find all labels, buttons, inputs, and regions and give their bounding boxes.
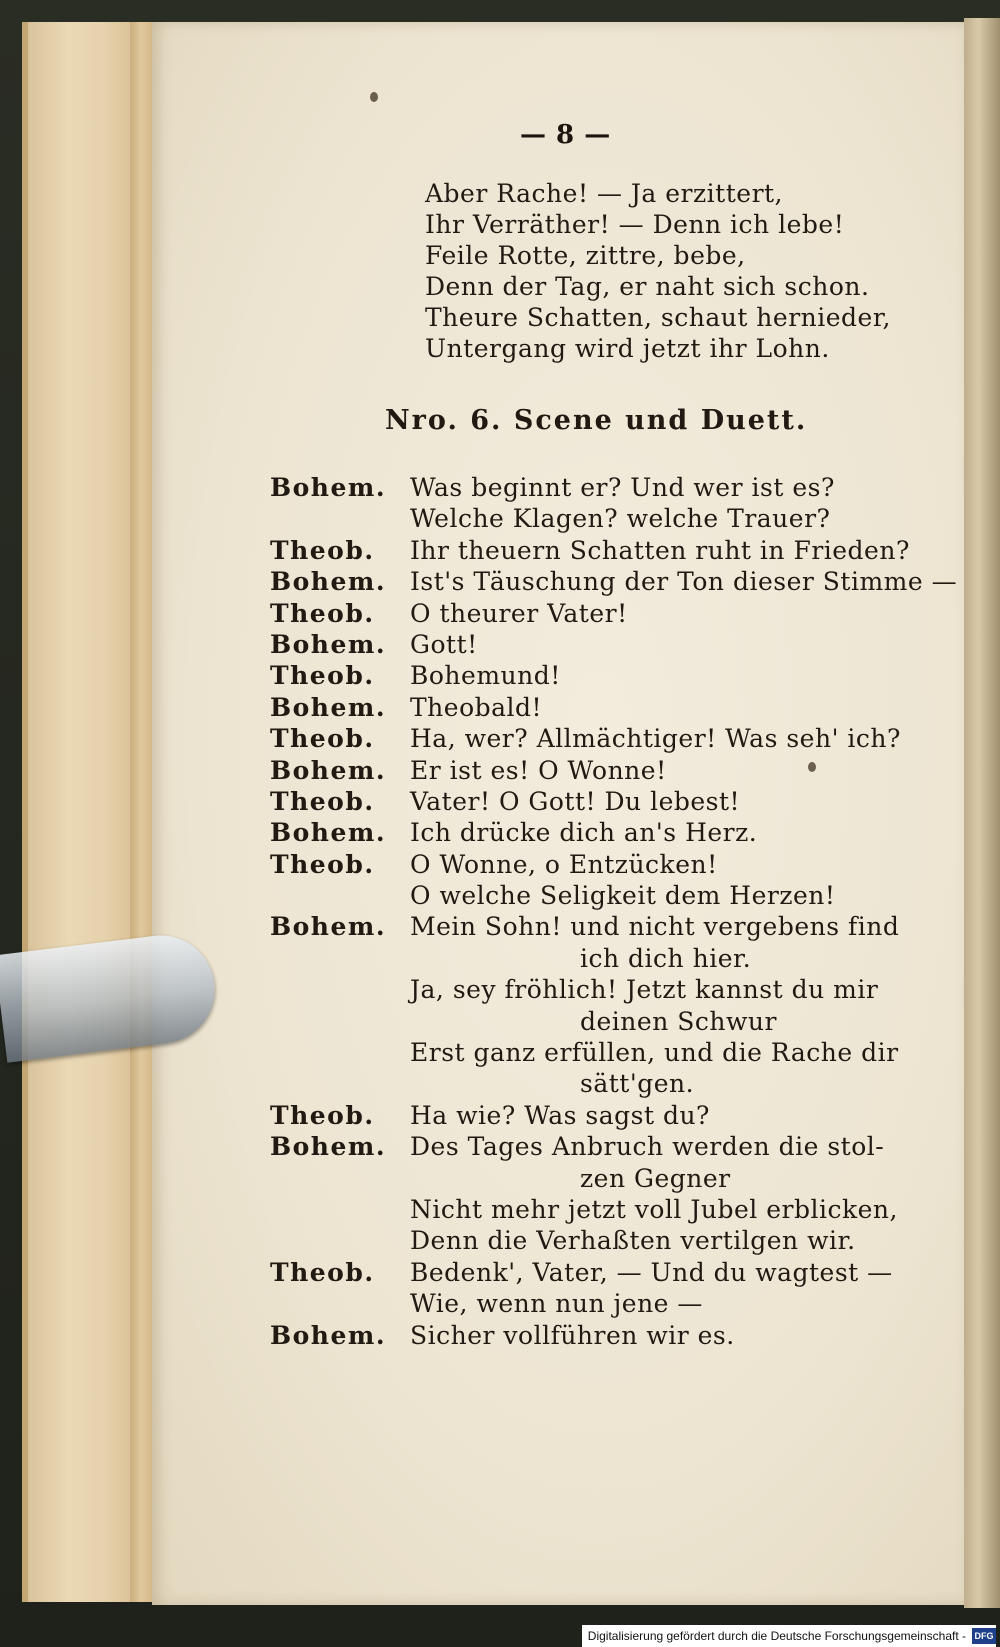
- dialogue-row: [270, 535, 930, 566]
- credit-text: Digitalisierung gefördert durch die Deutsche Forschungsgemeinschaft -: [587, 1629, 966, 1643]
- speaker-label: [270, 943, 410, 974]
- dialogue-row: [270, 566, 958, 597]
- speaker-label: Theob.: [270, 786, 375, 816]
- speaker-label: Bohem.: [270, 473, 387, 502]
- dialogue-line: Was beginnt er? Und wer ist es?: [410, 473, 835, 502]
- dialogue-row: [270, 1194, 930, 1225]
- speaker-label: Theob.: [270, 724, 375, 754]
- dialogue-line: Er ist es! O Wonne!: [410, 755, 667, 785]
- speaker-label: Theob.: [270, 598, 375, 628]
- dialogue-row: [270, 755, 930, 786]
- dialogue-line: ich dich hier.: [580, 943, 752, 973]
- dialogue-line: Vater! O Gott! Du lebest!: [410, 786, 741, 816]
- dialogue-line: Theobald!: [410, 692, 543, 722]
- verse-line: Ihr Verräther! — Denn ich lebe!: [425, 210, 845, 239]
- dialogue-line: Nicht mehr jetzt voll Jubel erblicken,: [410, 1194, 898, 1224]
- dialogue-row: [270, 943, 930, 974]
- dialogue-line: O Wonne, o Entzücken!: [410, 849, 718, 879]
- verse-line: Theure Schatten, schaut hernieder,: [425, 303, 891, 332]
- dialogue-row: [270, 849, 930, 880]
- dialogue-row: [270, 1320, 930, 1351]
- verse-line: Denn der Tag, er naht sich schon.: [425, 272, 870, 301]
- dialogue-row: [270, 1006, 930, 1037]
- speaker-label: [270, 1194, 410, 1225]
- speaker-label: [270, 1288, 410, 1319]
- dialogue-line: Ist's Täuschung der Ton dieser Stimme —: [410, 567, 958, 597]
- page-speck: [370, 92, 378, 102]
- speaker-label: [270, 1037, 410, 1068]
- dialogue-line: Mein Sohn! und nicht vergebens find: [410, 912, 900, 942]
- dialogue-row: [270, 1068, 930, 1099]
- digitization-credit: [582, 1625, 996, 1647]
- dialogue-line: sätt'gen.: [580, 1069, 695, 1099]
- dialogue-row: [270, 629, 930, 660]
- dialogue-line: Bedenk', Vater, — Und du wagtest —: [410, 1257, 893, 1287]
- dialogue-line: Ich drücke dich an's Herz.: [410, 818, 758, 848]
- verse-line: Feile Rotte, zittre, bebe,: [425, 241, 746, 270]
- dialogue-line: Denn die Verhaßten vertilgen wir.: [410, 1226, 856, 1256]
- speaker-label: [270, 1006, 410, 1037]
- dialogue-row: [270, 1100, 930, 1131]
- speaker-label: [270, 1225, 410, 1256]
- dialogue-row: [270, 1257, 930, 1288]
- speaker-label: [270, 1068, 410, 1099]
- page-number-header: — 8 —: [520, 120, 611, 150]
- section-heading: Nro. 6. Scene und Duett.: [385, 405, 808, 436]
- dialogue-row: [270, 786, 930, 817]
- dialogue-line: Welche Klagen? welche Trauer?: [410, 504, 831, 534]
- speaker-label: Theob.: [270, 535, 375, 565]
- speaker-label: Bohem.: [270, 755, 387, 785]
- speaker-label: Bohem.: [270, 912, 387, 942]
- verse-line: Aber Rache! — Ja erzittert,: [425, 179, 784, 208]
- speaker-label: Bohem.: [270, 818, 387, 848]
- dialogue-line: Ihr theuern Schatten ruht in Frieden?: [410, 535, 910, 565]
- dialogue-row: [270, 723, 930, 754]
- dialogue-line: deinen Schwur: [580, 1006, 777, 1036]
- speaker-label: [270, 974, 410, 1005]
- dialogue-line: Erst ganz erfüllen, und die Rache dir: [410, 1038, 899, 1068]
- dialogue-row: [270, 974, 930, 1005]
- speaker-label: Theob.: [270, 661, 375, 691]
- speaker-label: Bohem.: [270, 629, 387, 659]
- speaker-label: Theob.: [270, 849, 375, 879]
- dialogue-row: [270, 1131, 930, 1162]
- right-page-edge: [964, 18, 1000, 1608]
- dialogue-line: O theurer Vater!: [410, 598, 628, 628]
- dialogue-line: O welche Seligkeit dem Herzen!: [410, 881, 836, 911]
- binding-edge: [130, 22, 152, 1602]
- speaker-label: Theob.: [270, 1257, 375, 1287]
- speaker-label: [270, 880, 410, 911]
- dialogue-line: Bohemund!: [410, 661, 561, 691]
- dialogue-row: [270, 1225, 930, 1256]
- dialogue-line: Sicher vollführen wir es.: [410, 1320, 735, 1350]
- dialogue-line: Ja, sey fröhlich! Jetzt kannst du mir: [410, 975, 879, 1005]
- dialogue-row: [270, 692, 930, 723]
- verse-line: Untergang wird jetzt ihr Lohn.: [425, 334, 830, 363]
- speaker-label: Bohem.: [270, 692, 387, 722]
- dialogue-row: [270, 1288, 930, 1319]
- dialogue-line: zen Gegner: [580, 1163, 731, 1193]
- dialogue-row: [270, 503, 930, 534]
- dialogue-row: [270, 660, 930, 691]
- dialogue-row: [270, 598, 930, 629]
- dialogue-line: Gott!: [410, 629, 478, 659]
- dialogue-line: Wie, wenn nun jene —: [410, 1289, 703, 1319]
- dialogue-line: Des Tages Anbruch werden die stol-: [410, 1132, 885, 1162]
- verse-block: [425, 178, 891, 364]
- speaker-label: Theob.: [270, 1100, 375, 1130]
- speaker-label: [270, 503, 410, 534]
- dialogue-line: Ha wie? Was sagst du?: [410, 1100, 710, 1130]
- dialogue-row: [270, 880, 930, 911]
- speaker-label: Bohem.: [270, 567, 387, 597]
- speaker-label: Bohem.: [270, 1132, 387, 1162]
- speaker-label: [270, 1163, 410, 1194]
- dfg-logo: DFG: [972, 1628, 996, 1644]
- dialogue-line: Ha, wer? Allmächtiger! Was seh' ich?: [410, 724, 901, 754]
- dialogue-block: [270, 472, 958, 1351]
- dialogue-row: [270, 911, 930, 942]
- dialogue-row: [270, 817, 930, 848]
- dialogue-row: [270, 1163, 930, 1194]
- dialogue-row: [270, 1037, 930, 1068]
- speaker-label: Bohem.: [270, 1320, 387, 1350]
- dialogue-row: [270, 472, 930, 503]
